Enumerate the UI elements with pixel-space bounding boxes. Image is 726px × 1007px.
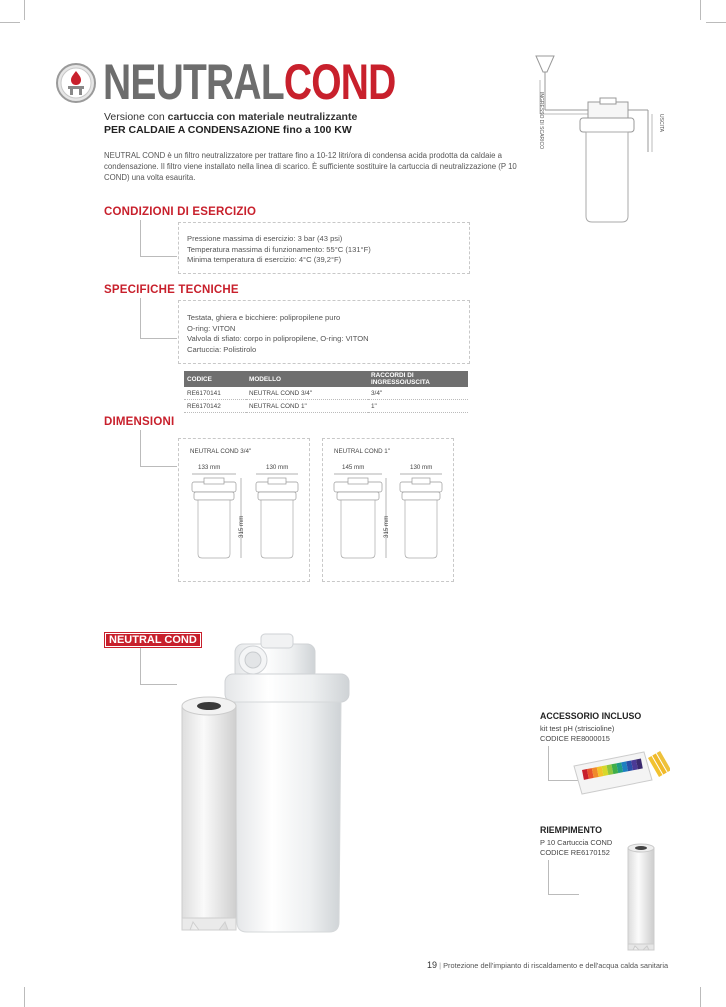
refill-code: CODICE RE6170152 (540, 848, 610, 857)
dimension-width-label: 130 mm (266, 464, 289, 471)
connector-line (140, 220, 177, 257)
diagram-outlet-label: USCITA (658, 114, 664, 132)
subtitle-line2: PER CALDAIE A CONDENSAZIONE fino a 100 KW (104, 124, 352, 136)
footer-text: Protezione dell'impianto di riscaldamento e dell'acqua calda sanitaria (443, 961, 669, 970)
table-header-cell: MODELLO (246, 371, 368, 387)
condition-line: Pressione massima di esercizio: 3 bar (43 psi) (187, 234, 343, 243)
table-cell: 3/4" (368, 387, 468, 400)
dimensions-title: DIMENSIONI (104, 416, 175, 428)
subtitle-emphasis: cartuccia con materiale neutralizzante (167, 111, 358, 123)
dimension-model-label: NEUTRAL COND 1" (334, 448, 390, 455)
connector-line (140, 430, 177, 467)
dimension-width-label: 130 mm (410, 464, 433, 471)
subtitle (104, 111, 357, 123)
condition-line: Temperatura massima di funzionamento: 55°C (131°F) (187, 244, 371, 254)
specs-table-wrap (184, 371, 468, 413)
brand-logo (103, 54, 396, 110)
specs-title: SPECIFICHE TECNICHE (104, 284, 239, 296)
refill-title: RIEMPIMENTO (540, 825, 602, 835)
spec-line: O-ring: VITON (187, 323, 236, 333)
filter-drawing (330, 470, 450, 570)
table-cell: 1" (368, 400, 468, 413)
brand-name-part2: COND (283, 54, 396, 110)
crop-mark (700, 0, 701, 20)
refill-cartridge-photo (620, 838, 662, 956)
table-header-cell: RACCORDI DI INGRESSO/USCITA (368, 371, 468, 387)
brand-emblem-icon (55, 62, 97, 104)
page-number: 19 (427, 960, 438, 970)
brand-name-part1: NEUTRAL (103, 54, 284, 110)
table-cell: RE6170142 (184, 400, 246, 413)
subtitle-prefix: Versione con (104, 111, 168, 123)
table-header-row (184, 371, 468, 387)
table-header-cell: CODICE (184, 371, 246, 387)
installation-diagram (530, 52, 670, 232)
table-cell: RE6170141 (184, 387, 246, 400)
specs-table (184, 371, 468, 413)
crop-mark (706, 22, 726, 23)
crop-mark (24, 0, 25, 20)
spec-line: Cartuccia: Polistirolo (187, 344, 257, 354)
accessory-line: kit test pH (striscioline) (540, 724, 615, 733)
connector-line (140, 298, 177, 339)
crop-mark (0, 22, 20, 23)
ph-test-kit-photo (570, 744, 670, 796)
specs-list (187, 313, 467, 355)
table-cell: NEUTRAL COND 3/4" (246, 387, 368, 400)
table-row (184, 387, 468, 400)
spec-line: Valvola di sfiato: corpo in polipropilene, O-ring: VITON (187, 334, 369, 343)
conditions-list (187, 234, 467, 266)
intro-paragraph: NEUTRAL COND è un filtro neutralizzatore per trattare fino a 10-12 litri/ora di condensa acida prodotta da caldaie a condensazione. Il filtro viene installato nella linea di scarico. È sufficiente sostituire la cartuccia di neutralizzazione (P 10 COND) una volta esaurita. (104, 151, 517, 182)
page-footer: 19 | Protezione dell'impianto di riscaldamento e dell'acqua calda sanitaria (427, 960, 669, 970)
spec-line: Testata, ghiera e bicchiere: polipropilene puro (187, 313, 341, 322)
accessory-title: ACCESSORIO INCLUSO (540, 711, 642, 721)
connector-line (548, 860, 579, 895)
dimension-height-label: 315 mm (383, 515, 390, 538)
product-badge: NEUTRAL COND (104, 632, 202, 648)
dimension-model-label: NEUTRAL COND 3/4" (190, 448, 252, 455)
conditions-title: CONDIZIONI DI ESERCIZIO (104, 206, 257, 218)
refill-line: P 10 Cartuccia COND (540, 838, 613, 847)
table-cell: NEUTRAL COND 1" (246, 400, 368, 413)
crop-mark (700, 987, 701, 1007)
dimension-height-label: 315 mm (238, 515, 245, 538)
diagram-inlet-label: INGRESSO DI SCARICO (538, 92, 544, 149)
table-row (184, 400, 468, 413)
filter-drawing (186, 470, 306, 570)
dimension-width-label: 133 mm (198, 464, 221, 471)
dimension-width-label: 145 mm (342, 464, 365, 471)
condition-line: Minima temperatura di esercizio: 4°C (39,2°F) (187, 255, 342, 264)
crop-mark (24, 987, 25, 1007)
accessory-code: CODICE RE8000015 (540, 734, 610, 743)
product-photo (165, 630, 375, 950)
